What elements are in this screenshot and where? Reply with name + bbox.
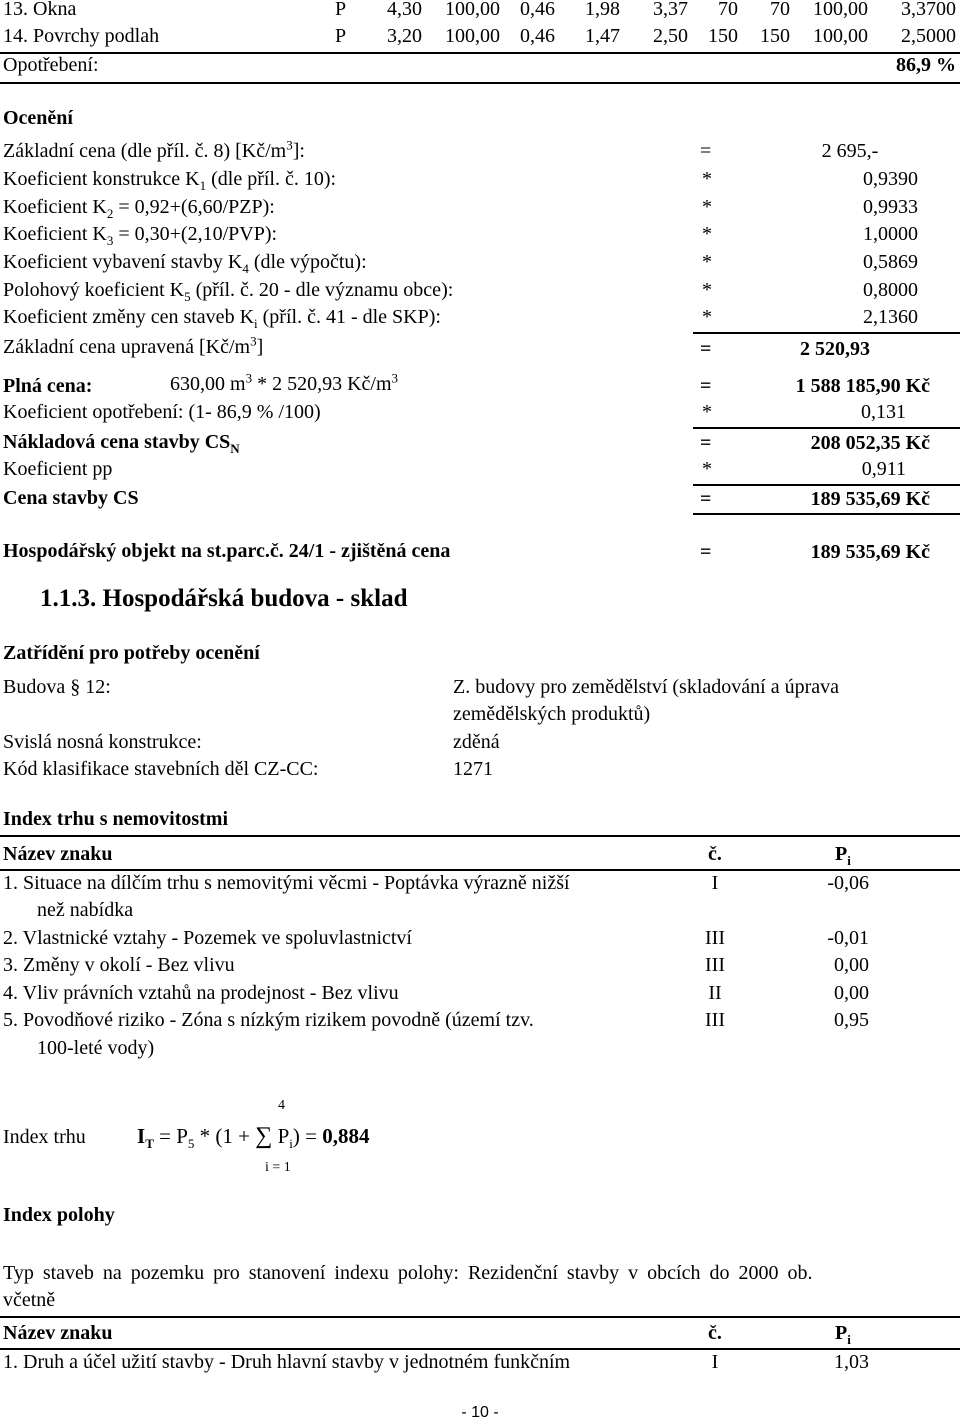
zatrideni-title: Zatřídění pro potřeby ocenění [3, 642, 260, 664]
row-c3: 0,46 [520, 0, 555, 20]
row-label: Hospodářský objekt na st.parc.č. 24/1 - zjištěná cena [3, 540, 451, 562]
row-c: I [711, 872, 719, 894]
col-name-header: Název znaku [3, 843, 113, 865]
row-label [3, 251, 367, 274]
row-c5: 2,50 [653, 25, 688, 47]
row-label: Plná cena: [3, 375, 93, 397]
row-value: 0,911 [861, 458, 906, 480]
col-c-header: č. [708, 1322, 722, 1344]
row-label [3, 223, 277, 246]
formula-label: Index trhu [3, 1126, 86, 1148]
row-value: 208 052,35 Kč [810, 432, 930, 454]
row-label [3, 196, 275, 219]
label-end: (příl. č. 41 - dle SKP): [257, 306, 441, 328]
row-line1: 1. Situace na dílčím trhu s nemovitými věcmi - Poptávka výrazně nižší [3, 872, 570, 894]
p-text: P [835, 843, 848, 865]
row-line1: 2. Vlastnické vztahy - Pozemek ve spoluvlastnictví [3, 927, 412, 949]
label-end: (dle příl. č. 10): [206, 168, 337, 190]
label-text: Koeficient K [3, 196, 107, 218]
index-polohy-title: Index polohy [3, 1204, 115, 1226]
divider [693, 332, 960, 334]
row-p: 0,00 [834, 982, 869, 1004]
row-op: * [702, 458, 712, 480]
row-value: 189 535,69 Kč [810, 488, 930, 510]
row-c4: 1,47 [585, 25, 620, 47]
row-name: 14. Povrchy podlah [3, 25, 160, 47]
typ-staveb-line1: Typ staveb na pozemku pro stanovení indexu polohy: Rezidenční stavby v obcích do 2000 ob. [3, 1262, 813, 1284]
label-sub: 3 [106, 233, 114, 248]
row-c2: 100,00 [445, 25, 500, 47]
label-text: Koeficient konstrukce K [3, 168, 200, 190]
row-value: 0,8000 [863, 279, 918, 301]
col-c-header: č. [708, 843, 722, 865]
row-p: 0,95 [834, 1009, 869, 1031]
label-text: Základní cena upravená [Kč/m [3, 336, 251, 358]
row-value: 0,9390 [863, 168, 918, 190]
row-value: 0,9933 [863, 196, 918, 218]
section-heading: 1.1.3. Hospodářská budova - sklad [40, 585, 408, 612]
row-line1: 1. Druh a účel užití stavby - Druh hlavní stavby v jednotném funkčním [3, 1351, 571, 1373]
label-sup: 3 [286, 137, 293, 153]
row-p: -0,01 [827, 927, 869, 949]
row-c7: 150 [760, 25, 790, 47]
row-p: 1,03 [834, 1351, 869, 1373]
row-type: P [335, 0, 347, 20]
row-c7: 70 [770, 0, 790, 20]
label-sub: i [254, 316, 258, 331]
kod-label: Kód klasifikace stavebních děl CZ-CC: [3, 758, 319, 780]
nosna-value: zděná [453, 731, 500, 753]
divider [0, 1316, 960, 1318]
page-number: - 10 - [461, 1404, 499, 1421]
row-value: 189 535,69 Kč [810, 541, 930, 563]
sum-lower-limit: i = 1 [265, 1160, 291, 1175]
row-label [3, 333, 264, 359]
row-value: 2,1360 [863, 306, 918, 328]
formula-sup: 3 [245, 370, 253, 386]
row-label: Koeficient opotřebení: (1- 86,9 % /100) [3, 401, 321, 423]
divider [693, 513, 960, 515]
row-c8: 100,00 [813, 25, 868, 47]
row-type: P [335, 25, 347, 47]
row-label [3, 168, 336, 191]
row-c6: 70 [718, 0, 738, 20]
row-c8: 100,00 [813, 0, 868, 20]
row-op: * [702, 168, 712, 190]
row-value: 2 695,- [821, 140, 879, 162]
divider [693, 484, 960, 486]
row-op: = [700, 375, 712, 397]
row-c: III [705, 954, 725, 976]
budova-label: Budova § 12: [3, 676, 111, 698]
row-p: 0,00 [834, 954, 869, 976]
label-text: Koeficient změny cen staveb K [3, 306, 255, 328]
row-op: * [702, 401, 712, 423]
row-c: I [711, 1351, 719, 1373]
opotrebeni-label: Opotřebení: [3, 54, 99, 76]
col-p-header [835, 1322, 851, 1345]
row-c2: 100,00 [445, 0, 500, 20]
label-end: ]: [292, 140, 305, 162]
budova-value-2: zemědělských produktů) [453, 703, 651, 725]
row-op: * [702, 279, 712, 301]
row-op: * [702, 223, 712, 245]
row-value: 0,5869 [863, 251, 918, 273]
divider [0, 869, 960, 871]
formula-result: 0,884 [322, 1124, 370, 1148]
formula-expression: $I_T = P_5 * (1$ + ∑ $P_i) = 0,884$ [137, 1123, 370, 1152]
row-op: = [700, 432, 712, 454]
col-name-header: Název znaku [3, 1322, 113, 1344]
label-text: Polohový koeficient K [3, 279, 185, 301]
row-line1: 4. Vliv právních vztahů na prodejnost - Bez vlivu [3, 982, 399, 1004]
row-op: = [700, 338, 712, 360]
row-label [3, 279, 453, 302]
row-label [3, 137, 305, 163]
formula-a: 630,00 m [170, 373, 246, 395]
nosna-label: Svislá nosná konstrukce: [3, 731, 202, 753]
label-end: (příl. č. 20 - dle významu obce): [190, 279, 454, 301]
row-label [3, 306, 441, 329]
row-line1: 3. Změny v okolí - Bez vlivu [3, 954, 235, 976]
opotrebeni-value: 86,9 % [896, 54, 956, 76]
label-text: Základní cena (dle příl. č. 8) [Kč/m [3, 140, 287, 162]
oceneni-title: Ocenění [3, 107, 73, 129]
label-text: Koeficient vybavení stavby K [3, 251, 243, 273]
row-op: * [702, 251, 712, 273]
row-op: = [700, 488, 712, 510]
col-p-header [835, 843, 851, 866]
row-c1: 4,30 [387, 0, 422, 20]
row-c5: 3,37 [653, 0, 688, 20]
row-label: Koeficient pp [3, 458, 113, 480]
label-text: Nákladová cena stavby CS [3, 431, 231, 453]
p-text: P [835, 1322, 848, 1344]
typ-staveb-line2: včetně [3, 1289, 56, 1311]
row-name: 13. Okna [3, 0, 77, 20]
label-end: (dle výpočtu): [248, 251, 367, 273]
row-value: 0,131 [861, 401, 906, 423]
divider [0, 1348, 960, 1350]
label-sup: 3 [250, 333, 257, 349]
row-value: 1 588 185,90 Kč [795, 375, 930, 397]
divider [693, 427, 960, 429]
label-end: ] [256, 336, 264, 358]
row-value: 1,0000 [863, 223, 918, 245]
row-c: III [705, 927, 725, 949]
p-sub: i [847, 853, 851, 868]
row-c6: 150 [708, 25, 738, 47]
row-op: = [700, 140, 712, 162]
p-sub: i [847, 1332, 851, 1347]
row-c: III [705, 1009, 725, 1031]
row-c: II [708, 982, 722, 1004]
row-op: * [702, 196, 712, 218]
kod-value: 1271 [453, 758, 493, 780]
row-op: = [700, 541, 712, 563]
divider [0, 835, 960, 837]
row-op: * [702, 306, 712, 328]
row-line2: než nabídka [37, 899, 134, 921]
label-sub: 5 [184, 289, 191, 304]
row-line1: 5. Povodňové riziko - Zóna s nízkým rizikem povodně (území tzv. [3, 1009, 534, 1031]
formula-sup: 3 [391, 370, 398, 386]
divider [0, 82, 960, 84]
formula-b: * 2 520,93 Kč/m [252, 373, 392, 395]
row-p: -0,06 [827, 872, 869, 894]
label-sub: 2 [106, 206, 114, 221]
row-label: Cena stavby CS [3, 487, 139, 509]
label-sub: 1 [199, 178, 207, 193]
row-value: 2 520,93 [800, 338, 870, 360]
label-sub: N [230, 441, 240, 456]
budova-value-1: Z. budovy pro zemědělství (skladování a úprava [453, 676, 839, 698]
row-line2: 100-leté vody) [37, 1037, 155, 1059]
sum-upper-limit: 4 [278, 1098, 285, 1113]
row-c4: 1,98 [585, 0, 620, 20]
label-text: Koeficient K [3, 223, 107, 245]
row-c3: 0,46 [520, 25, 555, 47]
sum-sign-icon: ∑ [255, 1123, 273, 1149]
row-label [3, 431, 240, 454]
label-sub: 4 [242, 261, 249, 276]
row-formula [170, 370, 398, 396]
row-c9: 2,5000 [901, 25, 956, 47]
label-end: = 0,30+(2,10/PVP): [113, 223, 278, 245]
index-trhu-title: Index trhu s nemovitostmi [3, 808, 229, 830]
row-c9: 3,3700 [901, 0, 956, 20]
label-end: = 0,92+(6,60/PZP): [113, 196, 275, 218]
row-c1: 3,20 [387, 25, 422, 47]
